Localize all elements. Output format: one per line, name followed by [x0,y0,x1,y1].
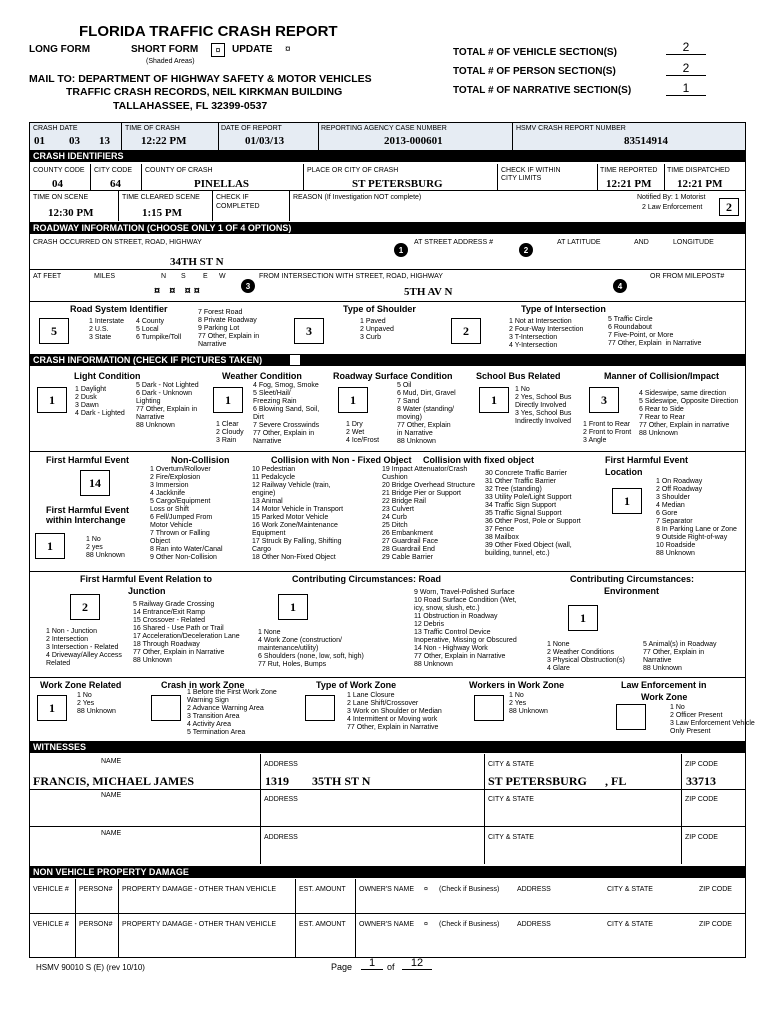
light-condition-title: Light Condition [74,371,141,381]
pd-2-business-label: (Check if Business) [439,921,500,928]
law-enforcement-title-2: Work Zone [641,692,688,702]
time-reported[interactable]: 12:21 PM [606,178,652,190]
date-of-report-label: DATE OF REPORT [221,125,282,132]
mail-line-1: MAIL TO: DEPARTMENT OF HIGHWAY SAFETY & MOTOR VEHICLES [29,73,372,85]
pd-2-city-label: CITY & STATE [607,921,653,928]
road-system-title: Road System Identifier [70,304,168,314]
time-on-scene-label: TIME ON SCENE [33,194,89,201]
fhe-location-title-1: First Harmful Event [605,455,689,465]
at-feet-label: AT FEET [33,273,62,280]
junction-options-a: 1 Non - Junction 2 Intersection 3 Intersection - Related 4 Driveway/Alley Access Related [46,628,122,667]
city-code-label: CITY CODE [94,167,132,174]
page-total: 12 [402,957,432,970]
collision-nonfixed-options: 10 Pedestrian 11 Pedalcycle 12 Railway Vehicle (train, engine) 13 Animal 14 Motor Vehicle in Transport 15 Parked Motor Vehicle 16 Work Zone/Maintenance Equipment 17 Struck By Falling, Shifting Cargo 18 Other Non-Fixed Object [252,466,344,561]
case-number-label: REPORTING AGENCY CASE NUMBER [321,125,447,132]
witness-1-city-label: CITY & STATE [488,761,534,768]
witness-1-zip[interactable]: 33713 [686,774,716,788]
junction-value[interactable]: 2 [70,594,100,620]
direction-checkboxes[interactable]: ¤ ¤ ¤ ¤ [154,285,200,297]
pd-1-address-label: ADDRESS [517,886,551,893]
workers-work-zone-title: Workers in Work Zone [469,680,565,690]
crash-month[interactable]: 01 [34,135,45,147]
street-address-label: AT STREET ADDRESS # [414,239,493,246]
hsmv-number-label: HSMV CRASH REPORT NUMBER [516,125,626,132]
update-label: UPDATE [232,44,273,55]
junction-options-b: 5 Railway Grade Crossing 14 Entrance/Exit Ramp 15 Crossover - Related 16 Shared - Use Path or Trail 17 Acceleration/Deceleration Lane 18 Through Roadway 77 Other, Explain in Narrative 88 Unknown [133,601,240,664]
weather-title: Weather Condition [222,371,302,381]
first-harmful-event-value[interactable]: 14 [80,470,110,496]
intersection-type-title: Type of Intersection [521,304,606,314]
pd-1-business-checkbox[interactable]: ¤ [424,886,428,893]
witnesses-header: WITNESSES [29,741,746,753]
long-form-label: LONG FORM [29,44,91,55]
witness-1-street[interactable]: 35TH ST N [312,774,371,788]
notified-by-value[interactable]: 2 [719,198,739,216]
narrative-sections-label: TOTAL # OF NARRATIVE SECTION(S) [453,85,632,96]
collision-fixed-options-a: 19 Impact Attenuator/Crash Cushion 20 Bridge Overhead Structure 21 Bridge Pier or Support 22 Bridge Rail 23 Culvert 24 Curb 25 Ditch 26 Embankment 27 Guardrail Face 28 Guardrail End 29 Cable Barrier [382,466,475,561]
check-completed-label-1: CHECK IF [216,194,249,201]
school-bus-options: 1 No 2 Yes, School Bus Directly Involved 3 Yes, School Bus Indirectly Involved [515,386,572,425]
pd-1-damage-label: PROPERTY DAMAGE - OTHER THAN VEHICLE [122,886,277,893]
school-bus-title: School Bus Related [476,371,561,381]
crash-in-work-zone-value[interactable] [151,695,181,721]
pd-2-damage-label: PROPERTY DAMAGE - OTHER THAN VEHICLE [122,921,277,928]
pd-1-vehicle-label: VEHICLE # [33,886,69,893]
reason-label: REASON (If Investigation NOT complete) [293,194,422,201]
cc-environment-options-b: 5 Animal(s) in Roadway 77 Other, Explain in Narrative 88 Unknown [643,641,717,672]
light-options-a: 1 Daylight 2 Dusk 3 Dawn 4 Dark - Lighted [75,386,125,417]
pd-2-owner-label: OWNER'S NAME [359,921,415,928]
and-label: AND [634,239,649,246]
fhe-location-options: 1 On Roadway 2 Off Roadway 3 Shoulder 4 Median 6 Gore 7 Separator 8 In Parking Lane or Zone 9 Outside Right-of-way 10 Roadside 88 Unknown [656,478,737,557]
witness-1-name[interactable]: FRANCIS, MICHAEL JAMES [33,774,195,788]
direction-n: N [161,273,167,280]
mail-line-3: TALLAHASSEE, FL 32399-0537 [113,100,268,112]
witness-2-address-label: ADDRESS [264,796,298,803]
cc-environment-title-2: Environment [604,586,660,596]
workers-work-zone-options: 1 No 2 Yes 88 Unknown [509,692,548,715]
weather-options-b: 4 Fog, Smog, Smoke 5 Sleet/Hail/ Freezing Rain 6 Blowing Sand, Soil, Dirt 7 Severe Crosswinds 77 Other, Explain in Narrative [253,382,320,445]
pd-2-person-label: PERSON# [79,921,113,928]
light-options-b: 5 Dark - Not Lighted 6 Dark - Unknown Lighting 77 Other, Explain in Narrative 88 Unknown [136,382,199,429]
form-title: FLORIDA TRAFFIC CRASH REPORT [79,23,338,40]
county-code[interactable]: 04 [52,178,63,190]
witness-1-city[interactable]: ST PETERSBURG [488,774,587,788]
surface-value[interactable]: 1 [338,387,368,413]
type-work-zone-title: Type of Work Zone [316,680,397,690]
fhe-interchange-title-1: First Harmful Event [46,505,130,515]
surface-title: Roadway Surface Condition [333,371,453,381]
pd-1-city-label: CITY & STATE [607,886,653,893]
surface-options-a: 1 Dry 2 Wet 4 Ice/Frost [346,421,380,444]
option-4-marker: 4 [613,279,627,293]
pictures-taken-checkbox[interactable] [290,355,300,365]
milepost-label: OR FROM MILEPOST# [650,273,725,280]
fhe-location-title-2: Location [605,467,643,477]
law-enforcement-title-1: Law Enforcement in [621,680,707,690]
time-on-scene[interactable]: 12:30 PM [48,207,94,219]
miles-label: MILES [94,273,116,280]
crash-in-work-zone-title: Crash in work Zone [161,680,245,690]
time-dispatched-label: TIME DISPATCHED [667,167,730,174]
intersection-type-options-b: 5 Traffic Circle 6 Roundabout 7 Five-Point, or More 77 Other, Explain in Narrative [608,316,702,347]
vehicle-sections-value[interactable]: 2 [666,40,706,55]
person-sections-value[interactable]: 2 [666,61,706,76]
fhe-interchange-title-2: within Interchange [46,515,126,525]
direction-w: W [219,273,226,280]
first-harmful-event-title: First Harmful Event [46,455,130,465]
manner-options-a: 1 Front to Rear 2 Front to Front 3 Angle [583,421,632,444]
pd-2-business-checkbox[interactable]: ¤ [424,921,428,928]
witness-3-address-label: ADDRESS [264,834,298,841]
work-zone-related-title: Work Zone Related [40,680,122,690]
shaded-areas-note: (Shaded Areas) [146,58,195,65]
case-number[interactable]: 2013-000601 [384,135,443,147]
form-number: HSMV 90010 S (E) (rev 10/10) [36,963,145,972]
hsmv-number[interactable]: 83514914 [624,135,668,147]
junction-title-2: Junction [128,586,166,596]
narrative-sections-value[interactable]: 1 [666,81,706,96]
pd-1-amount-label: EST. AMOUNT [299,886,346,893]
intersection-label: FROM INTERSECTION WITH STREET, ROAD, HIGHWAY [259,273,443,280]
cc-road-options-a: 1 None 4 Work Zone (construction/ maintenance/utility) 6 Shoulders (none, low, soft, high) 77 Rut, Holes, Bumps [258,629,364,668]
witness-1-number[interactable]: 1319 [265,774,289,788]
street-value[interactable]: 34TH ST N [170,256,224,268]
witness-3-city-label: CITY & STATE [488,834,534,841]
city-of-crash[interactable]: ST PETERSBURG [352,178,443,190]
city-of-crash-label: PLACE OR CITY OF CRASH [307,167,399,174]
longitude-label: LONGITUDE [673,239,714,246]
notified-by-label-1: Notified By: 1 Motorist [637,194,706,201]
manner-title: Manner of Collision/Impact [604,371,720,381]
type-work-zone-options: 1 Lane Closure 2 Lane Shift/Crossover 3 Work on Shoulder or Median 4 Intermittent or Moving work 77 Other, Explain in Narrative [347,692,442,731]
manner-value[interactable]: 3 [589,387,619,413]
person-sections-label: TOTAL # OF PERSON SECTION(S) [453,66,616,77]
weather-value[interactable]: 1 [213,387,243,413]
cc-road-value[interactable]: 1 [278,594,308,620]
crash-day[interactable]: 03 [69,135,80,147]
property-damage-header: NON VEHICLE PROPERTY DAMAGE [29,866,746,878]
witness-1-zip-label: ZIP CODE [685,761,718,768]
page-label: Page [331,962,353,972]
collision-fixed-title: Collision with fixed object [423,455,535,465]
collision-fixed-options-b: 30 Concrete Traffic Barrier 31 Other Traffic Barrier 32 Tree (standing) 33 Utility Pole/Light Support 34 Traffic Sign Support 35 Traffic Signal Support 36 Other Post, Pole or Support 37 Fence 38 Mailbox 39 Other Fixed Object (wall, building, tunnel, etc.) [485,470,581,557]
cc-environment-title-1: Contributing Circumstances: [570,574,695,584]
light-condition-value[interactable]: 1 [37,387,67,413]
street-label: CRASH OCCURRED ON STREET, ROAD, HIGHWAY [33,239,202,246]
latitude-label: AT LATITUDE [557,239,601,246]
county-code-label: COUNTY CODE [33,167,85,174]
fhe-interchange-options: 1 No 2 yes 88 Unknown [86,536,125,559]
direction-s: S [181,273,186,280]
crash-date-label: CRASH DATE [33,125,78,132]
work-zone-related-value[interactable]: 1 [37,695,67,721]
cc-environment-value[interactable]: 1 [568,605,598,631]
collision-nonfixed-title: Collision with Non - Fixed Object [271,455,412,465]
crash-in-work-zone-options: 1 Before the First Work Zone Warning Sign 2 Advance Warning Area 3 Transition Area 4 Activity Area 5 Termination Area [187,689,277,736]
city-limits-label-2: CITY LIMITS [501,175,542,182]
pd-2-zip-label: ZIP CODE [699,921,732,928]
time-dispatched[interactable]: 12:21 PM [677,178,723,190]
road-system-options-c: 7 Forest Road 8 Private Roadway 9 Parking Lot 77 Other, Explain in Narrative [198,309,260,348]
non-collision-title: Non-Collision [171,455,230,465]
pd-1-owner-label: OWNER'S NAME [359,886,415,893]
pd-1-person-label: PERSON# [79,886,113,893]
manner-options-b: 4 Sideswipe, same direction 5 Sideswipe, Opposite Direction 6 Rear to Side 7 Rear to Rear 77 Other, Explain in narrative 88 Unknown [639,390,739,437]
witness-1-state[interactable]: , FL [605,774,627,788]
cc-road-options-b: 9 Worn, Travel-Polished Surface 10 Road Surface Condition (Wet, icy, snow, slush, etc.) 11 Obstruction in Roadway 12 Debris 13 Traffic Control Device Inoperative, Missing or Obscured 14 Non - Highway Work 77 Other, Explain in Narrative 88 Unknown [414,589,517,668]
work-zone-related-options: 1 No 2 Yes 88 Unknown [77,692,116,715]
fhe-location-value[interactable]: 1 [612,488,642,514]
county-of-crash[interactable]: PINELLAS [194,178,250,190]
road-system-value[interactable]: 5 [39,318,69,344]
crash-information-header: CRASH INFORMATION (CHECK IF PICTURES TAKEN) [29,354,746,366]
law-enforcement-value[interactable] [616,704,646,730]
surface-options-b: 5 Oil 6 Mud, Dirt, Gravel 7 Sand 8 Water (standing/ moving) 77 Other, Explain in Narrative 88 Unknown [397,382,456,445]
crash-year[interactable]: 13 [99,135,110,147]
intersection-type-value[interactable]: 2 [451,318,481,344]
cc-environment-options-a: 1 None 2 Weather Conditions 3 Physical Obstruction(s) 4 Glare [547,641,625,672]
crash-identifiers-header: CRASH IDENTIFIERS [29,150,746,162]
cc-road-title: Contributing Circumstances: Road [292,574,442,584]
option-3-marker: 3 [241,279,255,293]
intersection-street[interactable]: 5TH AV N [404,286,453,298]
option-2-marker: 2 [519,243,533,257]
shoulder-value[interactable]: 3 [294,318,324,344]
witness-2-city-label: CITY & STATE [488,796,534,803]
weather-options-a: 1 Clear 2 Cloudy 3 Rain [216,421,244,444]
witness-2-zip-label: ZIP CODE [685,796,718,803]
city-code[interactable]: 64 [110,178,121,190]
city-limits-label-1: CHECK IF WITHIN [501,167,561,174]
witness-2-name-label: NAME [101,792,122,799]
time-of-crash[interactable]: 12:22 PM [141,135,187,147]
non-collision-options: 1 Overturn/Rollover 2 Fire/Explosion 3 Immersion 4 Jackknife 5 Cargo/Equipment Loss or Shift 6 Fell/Jumped From Motor Vehicle 7 Thrown or Falling Object 8 Ran into Water/Canal 9 Other Non-Collision [150,466,223,561]
pd-2-amount-label: EST. AMOUNT [299,921,346,928]
date-of-report[interactable]: 01/03/13 [245,135,285,147]
short-form-checkbox[interactable]: ¤ [211,43,225,57]
time-of-crash-label: TIME OF CRASH [125,125,180,132]
direction-e: E [203,273,208,280]
check-completed-label-2: COMPLETED [216,203,260,210]
junction-title-1: First Harmful Event Relation to [80,574,213,584]
update-checkbox[interactable]: ¤ [285,44,291,55]
law-enforcement-options: 1 No 2 Officer Present 3 Law Enforcement Vehicle Only Present [670,704,755,735]
shoulder-title: Type of Shoulder [343,304,416,314]
witness-3-name-label: NAME [101,830,122,837]
vehicle-sections-label: TOTAL # OF VEHICLE SECTION(S) [453,47,617,58]
roadway-information-header: ROADWAY INFORMATION (CHOOSE ONLY 1 OF 4 OPTIONS) [29,222,746,234]
witness-1-address-label: ADDRESS [264,761,298,768]
page-number: 1 [361,957,383,970]
witness-1-name-label: NAME [101,758,122,765]
witness-3-zip-label: ZIP CODE [685,834,718,841]
time-cleared-label: TIME CLEARED SCENE [122,194,200,201]
workers-work-zone-value[interactable] [474,695,504,721]
fhe-interchange-value[interactable]: 1 [35,533,65,559]
short-form-label: SHORT FORM [131,44,199,55]
of-label: of [387,962,395,972]
pd-1-zip-label: ZIP CODE [699,886,732,893]
county-of-crash-label: COUNTY OF CRASH [145,167,213,174]
pd-2-address-label: ADDRESS [517,921,551,928]
intersection-type-options-a: 1 Not at Intersection 2 Four-Way Intersection 3 T-Intersection 4 Y-Intersection [509,318,584,349]
pd-2-vehicle-label: VEHICLE # [33,921,69,928]
school-bus-value[interactable]: 1 [479,387,509,413]
road-system-options-b: 4 County 5 Local 6 Turnpike/Toll [136,318,182,341]
time-reported-label: TIME REPORTED [600,167,658,174]
time-cleared[interactable]: 1:15 PM [142,207,183,219]
pd-1-business-label: (Check if Business) [439,886,500,893]
type-work-zone-value[interactable] [305,695,335,721]
shoulder-options: 1 Paved 2 Unpaved 3 Curb [360,318,394,341]
mail-line-2: TRAFFIC CRASH RECORDS, NEIL KIRKMAN BUILDING [66,86,343,98]
notified-by-label-2: 2 Law Enforcement [642,204,703,211]
road-system-options-a: 1 Interstate 2 U.S. 3 State [89,318,125,341]
option-1-marker: 1 [394,243,408,257]
